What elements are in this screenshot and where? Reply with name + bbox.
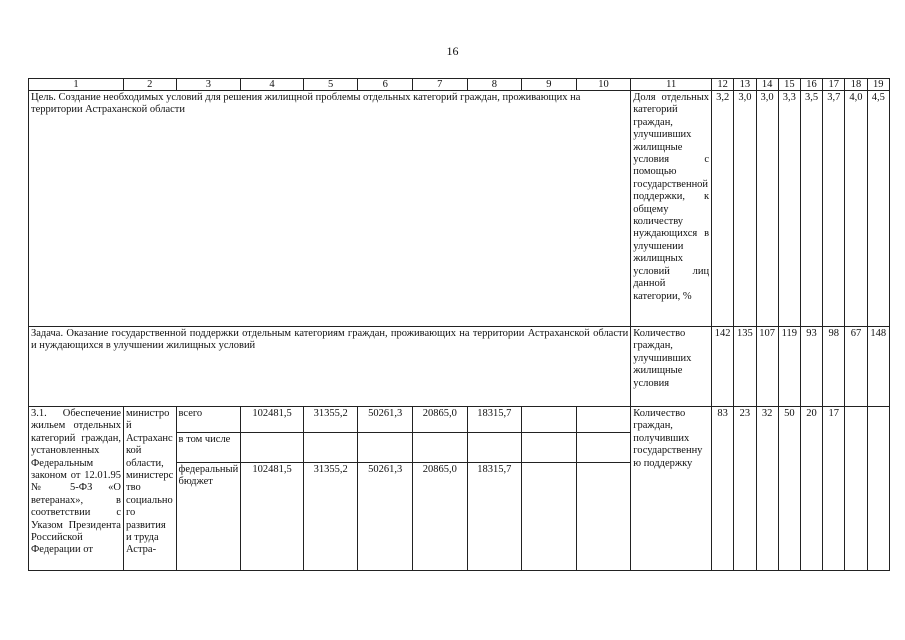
column-number-row <box>29 79 890 91</box>
funding-source: в том числе <box>176 433 241 463</box>
funding-amount: 50261,3 <box>358 407 413 433</box>
empty-cell <box>576 407 631 433</box>
goal-value: 3,0 <box>734 91 756 327</box>
task-value: 148 <box>867 327 889 407</box>
col-number: 8 <box>467 79 522 91</box>
measure-row-total <box>29 407 890 433</box>
empty-cell <box>576 433 631 463</box>
funding-source: федеральный бюджет <box>176 463 241 571</box>
funding-amount: 18315,7 <box>467 407 522 433</box>
measure-value <box>867 407 889 571</box>
col-number: 9 <box>522 79 577 91</box>
funding-amount: 50261,3 <box>358 463 413 571</box>
col-number: 15 <box>778 79 800 91</box>
task-value: 67 <box>845 327 867 407</box>
task-row <box>29 327 890 407</box>
task-value: 98 <box>823 327 845 407</box>
measure-value <box>845 407 867 571</box>
funding-source: всего <box>176 407 241 433</box>
funding-amount <box>303 433 358 463</box>
funding-amount <box>358 433 413 463</box>
funding-amount: 20865,0 <box>412 407 467 433</box>
task-value: 119 <box>778 327 800 407</box>
funding-amount: 31355,2 <box>303 463 358 571</box>
goal-row <box>29 91 890 327</box>
col-number: 3 <box>176 79 241 91</box>
empty-cell <box>522 407 577 433</box>
empty-cell <box>522 433 577 463</box>
col-number: 1 <box>29 79 124 91</box>
task-value: 93 <box>800 327 822 407</box>
goal-value: 4,5 <box>867 91 889 327</box>
funding-amount: 102481,5 <box>241 463 304 571</box>
goal-value: 3,5 <box>800 91 822 327</box>
col-number: 12 <box>712 79 734 91</box>
col-number: 17 <box>823 79 845 91</box>
col-number: 7 <box>412 79 467 91</box>
measure-value: 17 <box>823 407 845 571</box>
measure-value: 83 <box>712 407 734 571</box>
task-text: Задача. Оказание государственной поддержки отдельным категориям граждан, проживающих на территории Астраханской области и нуждающихся в улучшении жилищных условий <box>29 327 631 407</box>
task-value: 135 <box>734 327 756 407</box>
col-number: 19 <box>867 79 889 91</box>
funding-amount <box>412 433 467 463</box>
col-number: 2 <box>123 79 176 91</box>
col-number: 14 <box>756 79 778 91</box>
measure-value: 20 <box>800 407 822 571</box>
col-number: 16 <box>800 79 822 91</box>
measure-title: 3.1. Обеспечение жильем отдельных категорий граждан, установленных Федеральным законом от 12.01.95 № 5-ФЗ «О ветеранах», в соответствии с Указом Президента Российской Федерации от <box>29 407 124 571</box>
goal-value: 3,7 <box>823 91 845 327</box>
measure-value: 50 <box>778 407 800 571</box>
col-number: 13 <box>734 79 756 91</box>
goal-indicator: Доля отдельных категорий граждан, улучшивших жилищные условия с помощью государственной поддержки, к общему количеству нуждающихся в улучшении жилищных условий лиц данной категории, % <box>631 91 712 327</box>
measure-value: 32 <box>756 407 778 571</box>
funding-amount <box>467 433 522 463</box>
task-value: 142 <box>712 327 734 407</box>
col-number: 11 <box>631 79 712 91</box>
goal-text: Цель. Создание необходимых условий для решения жилищной проблемы отдельных категорий граждан, проживающих на территории Астраханской области <box>29 91 631 327</box>
col-number: 5 <box>303 79 358 91</box>
funding-amount: 18315,7 <box>467 463 522 571</box>
goal-value: 3,0 <box>756 91 778 327</box>
page-number: 16 <box>446 44 459 58</box>
program-table <box>28 78 890 571</box>
funding-amount <box>241 433 304 463</box>
measure-value: 23 <box>734 407 756 571</box>
col-number: 6 <box>358 79 413 91</box>
funding-amount: 20865,0 <box>412 463 467 571</box>
funding-amount: 31355,2 <box>303 407 358 433</box>
goal-value: 3,2 <box>712 91 734 327</box>
empty-cell <box>522 463 577 571</box>
measure-indicator: Количество граждан, получивших государственную поддержку <box>631 407 712 571</box>
col-number: 10 <box>576 79 631 91</box>
goal-value: 4,0 <box>845 91 867 327</box>
funding-amount: 102481,5 <box>241 407 304 433</box>
task-value: 107 <box>756 327 778 407</box>
goal-value: 3,3 <box>778 91 800 327</box>
empty-cell <box>576 463 631 571</box>
col-number: 4 <box>241 79 304 91</box>
measure-executor: министрой Астраханской области, министерство социального развития и труда Астра- <box>123 407 176 571</box>
task-indicator: Количество граждан, улучшивших жилищные условия <box>631 327 712 407</box>
col-number: 18 <box>845 79 867 91</box>
